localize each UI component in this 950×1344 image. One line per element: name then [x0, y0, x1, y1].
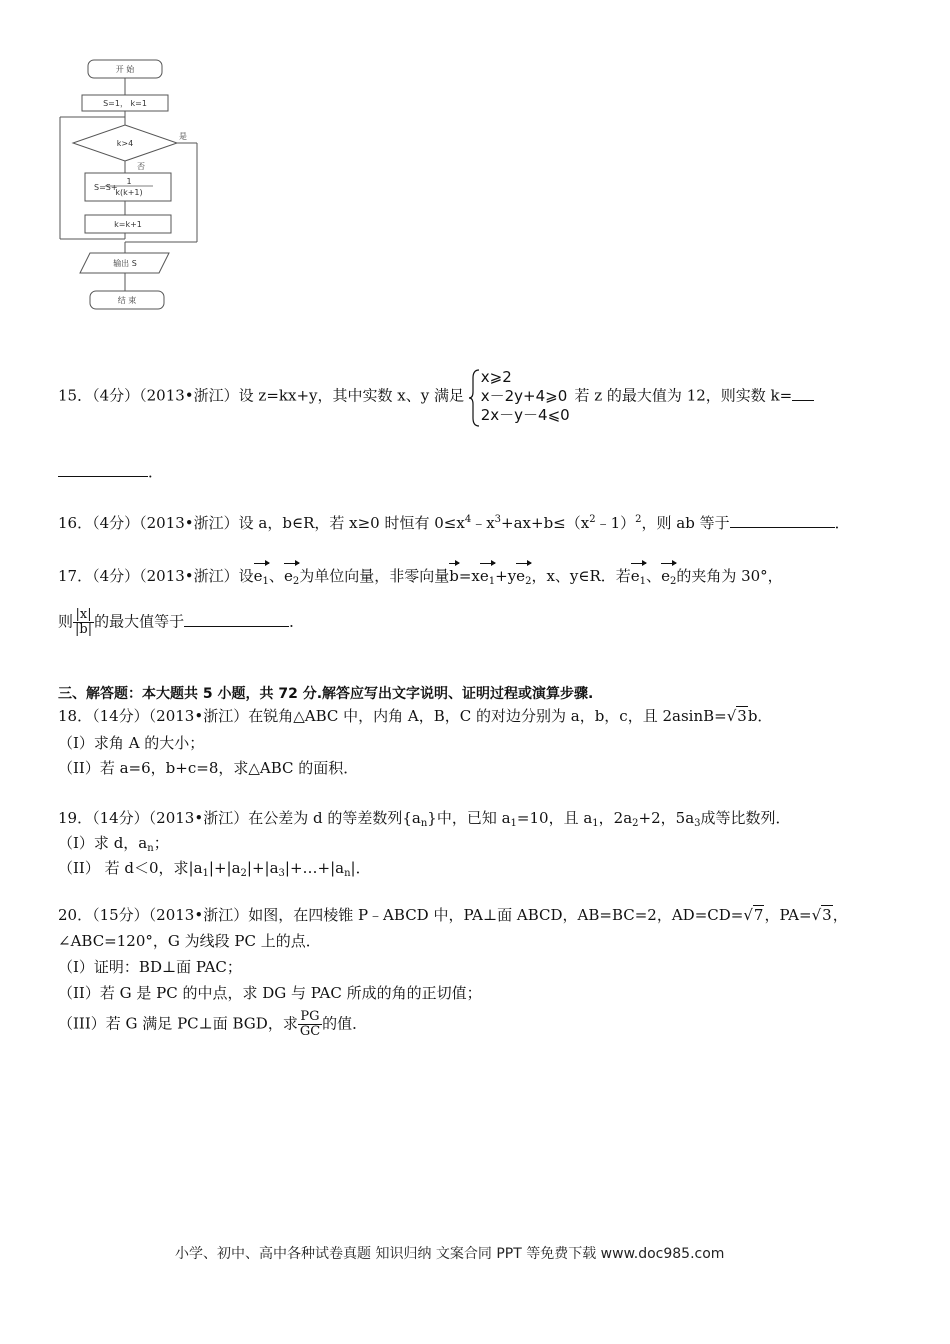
q16-exp4: 2 [635, 514, 642, 525]
q19-stem: 19．（14分）（2013•浙江）在公差为 d 的等差数列{a [58, 809, 421, 827]
q15-blank-line-2 [58, 462, 163, 482]
q19-part-1: （I）求 d，$a_n$； [58, 834, 169, 854]
vector-e2: $e_2$ [284, 560, 299, 592]
q17-fraction: $\frac{|x|}{|b|}$ [75, 607, 93, 637]
flow-update-num: 1 [126, 177, 132, 186]
question-19: 19．（14分）（2013•浙江）在公差为 d 的等差数列$\{a_n\}$中，已知 $a_1=10$，且 $a_1$，$2a_2+2$，$5a_3$成等比数列． [58, 809, 791, 829]
footer-text[interactable]: 小学、初中、高中各种试卷真题 知识归纳 文案合同 PPT 等免费下载 www.doc985.com [175, 1246, 725, 1262]
flow-end-label: 结 束 [117, 296, 137, 305]
vector-b: b [449, 560, 459, 586]
q16-answer-blank[interactable] [730, 513, 835, 528]
q20-stem-c: ， [832, 906, 848, 924]
q17-prefix: 17．（4分）（2013•浙江）设 [58, 567, 254, 585]
brace-icon [469, 368, 481, 428]
q16-end: ． [834, 514, 850, 532]
question-17-line-2 [58, 608, 304, 637]
q15-answer-blank-2[interactable] [58, 462, 148, 477]
q18-sqrt: √3 [726, 707, 747, 725]
q17-line2-prefix: 则 [58, 612, 74, 631]
vector-e1-c: $e_1$ [631, 560, 646, 592]
flow-increment-label: k=k+1 [114, 220, 142, 229]
q15-constraint-2: x－2y+4⩾0 [480, 387, 568, 405]
q18-part-2: （II）若 a=6，b+c=8，求△ABC 的面积． [58, 759, 359, 777]
q20-part-1: （I）证明：BD⊥面 PAC； [58, 958, 242, 976]
q19-stem-b: }中，已知 a [427, 809, 511, 827]
q18-stem: 18．（14分）（2013•浙江）在锐角△ABC 中，内角 A，B，C 的对边分别为 a，b，c，且 2asinB= [58, 707, 727, 725]
q15-constraint-system [469, 368, 570, 425]
question-20 [58, 905, 848, 925]
q16-exp2: 3 [494, 514, 502, 525]
q17-line2-suffix: 的最大值等于 [94, 612, 185, 631]
question-18 [58, 706, 772, 726]
flow-init-label: S=1， k=1 [103, 99, 147, 108]
q15-suffix: 若 z 的最大值为 12，则实数 k= [574, 386, 793, 405]
vector-e1: $e_1$ [254, 560, 269, 592]
q17-sep: 、 [268, 567, 284, 585]
q17-answer-blank[interactable] [184, 612, 289, 627]
section-3-heading: 三、解答题：本大题共 5 小题，共 72 分.解答应写出文字说明、证明过程或演算步骤. [58, 686, 594, 702]
q16-text-b: ﹣x [471, 514, 495, 532]
q20-part-2: （II）若 G 是 PC 的中点，求 DG 与 PAC 所成的角的正切值； [58, 984, 482, 1002]
q15-prefix: 15．（4分）（2013•浙江）设 z=kx+y，其中实数 x、y 满足 [58, 386, 464, 405]
vector-e2-b: $e_2$ [516, 560, 531, 592]
flow-yes-label: 是 [179, 132, 187, 141]
q20-line-2: ∠ABC=120°，G 为线段 PC 上的点． [58, 932, 321, 950]
q15-answer-blank[interactable] [792, 386, 814, 401]
q16-text-d: ﹣1） [595, 514, 636, 532]
q16-exp3: 2 [589, 514, 596, 525]
q16-exp1: 4 [464, 514, 472, 525]
q16-text-a: 16．（4分）（2013•浙江）设 a，b∈R，若 x≥0 时恒有 0≤x [58, 514, 465, 532]
q15-constraint-1: x⩾2 [480, 368, 512, 386]
q19-stem-d: ，2a [598, 809, 633, 827]
q19-stem-f: 成等比数列． [700, 809, 791, 827]
q17-mid1: 为单位向量，非零向量 [299, 567, 450, 585]
flow-start-label: 开 始 [115, 65, 135, 74]
flow-update-den: k(k+1) [115, 188, 143, 197]
q20-sqrt7: √7 [743, 906, 764, 924]
q18-part-1: （I）求角 A 的大小； [58, 734, 205, 752]
q18-stem-b: b． [747, 707, 773, 725]
q19-part-2: （II） 若 d＜0，求$|a_1|+|a_2|+|a_3|+\dots+|a_n|$． [58, 859, 371, 879]
q20-stem: 20．（15分）（2013•浙江）如图，在四棱锥 P﹣ABCD 中，PA⊥面 ABCD，AB=BC=2，AD=CD= [58, 906, 744, 924]
q17-eq: =x [458, 567, 480, 585]
q16-text-c: +ax+b≤（x [501, 514, 590, 532]
flow-condition-label: k>4 [116, 139, 134, 148]
q20-stem-b: ，PA= [764, 906, 812, 924]
q15-end: ． [148, 463, 164, 481]
q17-sep-2: 、 [646, 567, 662, 585]
vector-e2-c: $e_2$ [661, 560, 676, 592]
question-17 [58, 560, 783, 592]
q17-plus-y: +y [495, 567, 517, 585]
q20-fraction: $\frac{PG}{GC}$ [299, 1009, 321, 1039]
q19-stem-c: =10，且 a [516, 809, 593, 827]
flowchart [55, 55, 205, 315]
q17-mid3: 的夹角为 30°， [676, 567, 783, 585]
question-16 [58, 510, 850, 533]
flow-update-prefix: S=S+ [94, 183, 118, 192]
q15-constraint-3: 2x－y－4⩽0 [480, 406, 570, 424]
vector-e1-b: $e_1$ [480, 560, 495, 592]
q16-text-e: ，则 ab 等于 [641, 514, 730, 532]
flow-output-label: 输出 S [113, 259, 137, 268]
q19-stem-e: +2，5a [638, 809, 695, 827]
q17-mid2: ，x、y∈R．若 [531, 567, 631, 585]
q17-end: ． [289, 612, 305, 631]
flow-no-label: 否 [137, 162, 145, 171]
q20-sqrt3: √3 [811, 906, 832, 924]
question-15 [58, 368, 814, 425]
q20-part-3: （III）若 G 满足 PC⊥面 BGD，求 $\frac{PG}{GC}$ 的值． [58, 1009, 368, 1039]
